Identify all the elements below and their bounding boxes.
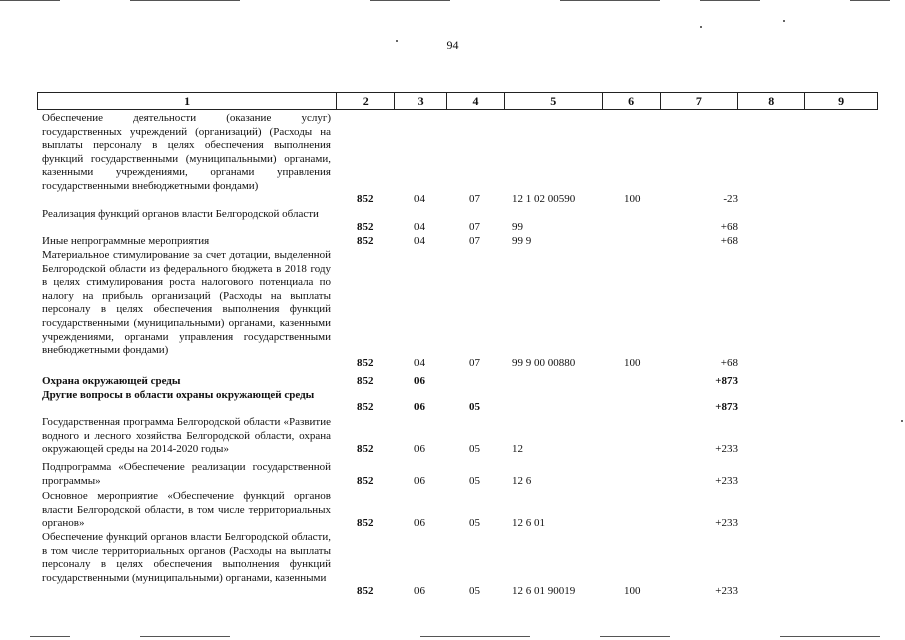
row-target-article: 99 9 — [512, 235, 532, 247]
column-header-4: 4 — [447, 93, 505, 109]
row-section: 06 — [414, 517, 425, 529]
row-description: Обеспечение функций органов власти Белгородской области, в том числе территориальных органов (Расходы на выплаты персоналу в целях обеспечения выполнения функций государственными (муниципальными) органами, казенными — [42, 531, 331, 584]
row-expense-type: 100 — [624, 357, 641, 369]
row-target-article: 12 6 01 — [512, 517, 545, 529]
scan-artifact-line — [850, 0, 890, 1]
row-amount: +873 — [715, 401, 738, 413]
row-target-article: 12 1 02 00590 — [512, 193, 576, 205]
row-description: Другие вопросы в области охраны окружающей среды — [42, 389, 315, 401]
row-subsection: 05 — [469, 475, 480, 487]
row-amount: +873 — [715, 375, 738, 387]
column-header-9: 9 — [838, 94, 845, 108]
row-subsection: 05 — [469, 401, 480, 413]
column-header-3: 3 — [395, 93, 447, 109]
row-subsection: 05 — [469, 585, 480, 597]
scan-artifact-dot — [700, 26, 702, 28]
column-header-6: 6 — [603, 93, 661, 109]
row-amount: +233 — [715, 443, 738, 455]
scan-artifact-line — [370, 0, 450, 1]
column-header-7: 7 — [661, 93, 739, 109]
scan-artifact-line — [130, 0, 240, 1]
scan-artifact-line — [700, 0, 760, 1]
row-section: 04 — [414, 221, 425, 233]
row-amount: +233 — [715, 517, 738, 529]
row-description: Государственная программа Белгородской области «Развитие водного и лесного хозяйства Белгородской области, охрана окружающей среды на 2014-2020 годы» — [42, 416, 331, 456]
scan-artifact-dot — [396, 40, 398, 42]
row-subsection: 05 — [469, 443, 480, 455]
row-admin-code: 852 — [357, 585, 374, 597]
row-section: 06 — [414, 375, 425, 387]
scan-artifact-line — [420, 636, 530, 637]
row-amount: +233 — [715, 475, 738, 487]
row-subsection: 07 — [469, 193, 480, 205]
row-admin-code: 852 — [357, 357, 374, 369]
row-expense-type: 100 — [624, 585, 641, 597]
row-amount: +68 — [720, 357, 738, 369]
page-number: 94 — [446, 38, 459, 52]
row-admin-code: 852 — [357, 401, 374, 413]
row-admin-code: 852 — [357, 475, 374, 487]
row-admin-code: 852 — [357, 443, 374, 455]
row-section: 06 — [414, 401, 425, 413]
row-section: 06 — [414, 443, 425, 455]
scan-artifact-line — [0, 0, 60, 1]
row-section: 06 — [414, 585, 425, 597]
scan-artifact-line — [30, 636, 70, 637]
row-expense-type: 100 — [624, 193, 641, 205]
row-target-article: 99 9 00 00880 — [512, 357, 576, 369]
row-admin-code: 852 — [357, 221, 374, 233]
row-admin-code: 852 — [357, 235, 374, 247]
row-description: Реализация функций органов власти Белгородской области — [42, 208, 319, 220]
row-admin-code: 852 — [357, 517, 374, 529]
table-header — [37, 92, 878, 110]
row-description: Иные непрограммные мероприятия — [42, 235, 210, 247]
row-subsection: 05 — [469, 517, 480, 529]
row-amount: -23 — [723, 193, 738, 205]
row-target-article: 12 6 — [512, 475, 532, 487]
scan-artifact-dot — [783, 20, 785, 22]
scan-artifact-line — [560, 0, 660, 1]
row-target-article: 12 — [512, 443, 523, 455]
row-description: Подпрограмма «Обеспечение реализации государственной программы» — [42, 461, 331, 487]
scan-artifact-line — [780, 636, 880, 637]
row-amount: +68 — [720, 221, 738, 233]
row-description: Обеспечение деятельности (оказание услуг) государственных учреждений (организаций) (Расходы на выплаты персоналу в целях обеспечения выполнения функций государственными (муниципальными) органами, казенными учреждениями, органами управления государственными внебюджетными фондами) — [42, 112, 331, 192]
column-header-2: 2 — [337, 93, 395, 109]
row-section: 04 — [414, 235, 425, 247]
row-description: Охрана окружающей среды — [42, 375, 181, 387]
scan-artifact-dot — [901, 420, 903, 422]
column-header-5: 5 — [505, 93, 603, 109]
scan-artifact-line — [600, 636, 670, 637]
row-section: 06 — [414, 475, 425, 487]
row-description: Основное мероприятие «Обеспечение функций органов власти Белгородской области, в том числе территориальных органов» — [42, 490, 331, 530]
row-amount: +233 — [715, 585, 738, 597]
row-target-article: 99 — [512, 221, 523, 233]
row-subsection: 07 — [469, 357, 480, 369]
row-target-article: 12 6 01 90019 — [512, 585, 576, 597]
row-admin-code: 852 — [357, 193, 374, 205]
scan-artifact-line — [140, 636, 230, 637]
row-section: 04 — [414, 193, 425, 205]
row-subsection: 07 — [469, 221, 480, 233]
column-header-8: 8 — [738, 93, 805, 109]
column-header-1: 1 — [38, 93, 337, 109]
row-section: 04 — [414, 357, 425, 369]
row-description: Материальное стимулирование за счет дотации, выделенной Белгородской области из федерального бюджета в 2018 году в целях стимулирования роста налогового потенциала по налогу на прибыль организаций (Расходы на выплаты персоналу в целях обеспечения выполнения функций государственными (муниципальными) органами, казенными учреждениями, органами управления государственными внебюджетными фондами) — [42, 249, 331, 357]
row-amount: +68 — [720, 235, 738, 247]
row-admin-code: 852 — [357, 375, 374, 387]
row-subsection: 07 — [469, 235, 480, 247]
